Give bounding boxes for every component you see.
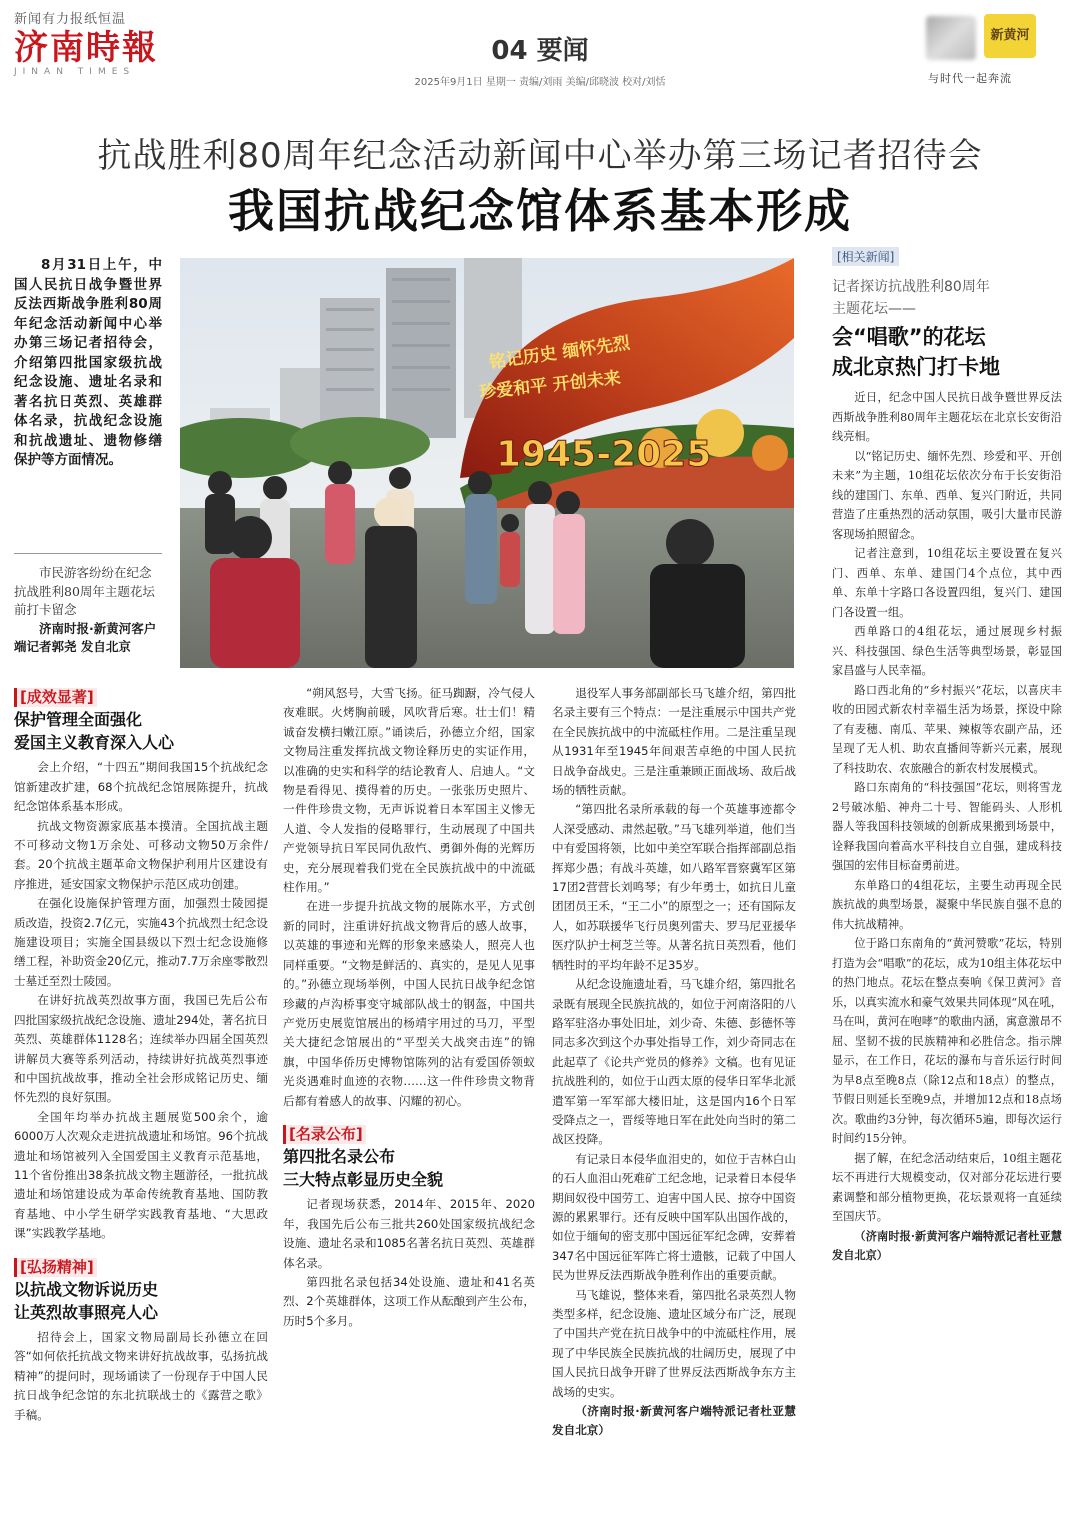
related-body xyxy=(832,388,1062,1266)
related-headline-line-1: 会“唱歌”的花坛 xyxy=(832,325,986,349)
body-column-2 xyxy=(283,684,535,1331)
qr-code-icon xyxy=(926,16,976,60)
masthead-logo: 济南時報 xyxy=(14,28,158,68)
body-paragraph: 有记录日本侵华血泪史的，如位于吉林白山的石人血泪山死难矿工纪念地，记录着日本侵华期间奴役中国劳工、迫害中国人民、掠夺中国资源的累累罪行。还有反映中国军队出国作战的，如位于缅甸的密支那中国远征军纪念碑，安葬着347名中国远征军阵亡将士遗骸，记载了中国人民为世界反法西斯战争胜利作出的重要贡献。 xyxy=(552,1151,796,1283)
subhead-line-1: 保护管理全面强化 xyxy=(14,710,143,730)
body-paragraph: 马飞雄说，整体来看，第四批名录英烈人物类型多样，纪念设施、遗址区域分布广泛，展现了中国共产党在抗日战争中的中流砥柱作用，展现了中华民族全民族抗战的壮阔历史，展现了中国人民抗日战争开辟了世界反法西斯战争东方主战场的史实。 xyxy=(552,1287,796,1399)
related-news xyxy=(832,246,1062,382)
related-paragraph: 记者注意到，10组花坛主要设置在复兴门、西单、东单、建国门4个点位，其中西单、东单十字路口各设置四组，复兴门、建国门各设置一组。 xyxy=(832,547,1062,619)
news-photo xyxy=(180,258,794,668)
caption-text: 市民游客纷纷在纪念抗战胜利80周年主题花坛前打卡留念 xyxy=(14,565,155,617)
body-column-3 xyxy=(552,684,796,1441)
article-byline: （济南时报·新黄河客户端特派记者杜亚慧 发自北京） xyxy=(552,1404,796,1438)
related-paragraph: 近日，纪念中国人民抗日战争暨世界反法西斯战争胜利80周年主题花坛在北京长安街沿线亮相。 xyxy=(832,391,1062,443)
body-paragraph: 从纪念设施遗址看，马飞雄介绍，第四批名录既有展现全民族抗战的，如位于河南洛阳的八路军驻洛办事处旧址，刘少奇、朱德、彭德怀等同志多次到这个办事处指导工作，刘少奇同志在此起草了《论共产党员的修养》文稿。也有见证抗战胜利的，如位于山西太原的侵华日军华北派遣军第一军军部大楼旧址，这是国内16个日军受降点之一，晋绥等地日军在此处向当时的第二战区投降。 xyxy=(552,977,796,1147)
related-byline: （济南时报·新黄河客户端特派记者杜亚慧 发自北京） xyxy=(832,1228,1062,1262)
partner-brand xyxy=(926,10,1071,90)
body-paragraph: 会上介绍，“十四五”期间我国15个抗战纪念馆新建改扩建，68个抗战纪念馆展陈提升，抗战纪念馆体系基本形成。 xyxy=(14,760,268,814)
banner-text-1: 铭记历史 缅怀先烈 xyxy=(487,333,632,373)
partner-slogan: 与时代一起奔流 xyxy=(928,72,1012,85)
masthead-slogan: 新闻有力报纸恒温 xyxy=(14,12,127,27)
body-column-1 xyxy=(14,688,268,1425)
body-paragraph: 在讲好抗战英烈故事方面，我国已先后公布四批国家级抗战纪念设施、遗址294处，著名抗日英烈、英雄群体1128名；连续举办四届全国英烈讲解员大赛等系列活动，持续讲好抗战英烈事迹和中国抗战故事，推动全社会形成铭记历史、缅怀先烈的良好氛围。 xyxy=(14,993,269,1105)
section-tag: [弘扬精神] xyxy=(14,1258,97,1277)
body-paragraph: 抗战文物资源家底基本摸清。全国抗战主题不可移动文物1万余处、可移动文物50万余件/套。20个抗战主题革命文物保护利用片区建设有序推进，延安国家文物保护示范区成功创建。 xyxy=(14,818,268,891)
photo-caption xyxy=(14,553,162,657)
related-kicker-line-2: 主题花坛—— xyxy=(832,301,916,317)
body-paragraph: “朔风怒号，大雪飞扬。征马踟蹰，冷气侵人夜难眠。火烤胸前暖，风吹背后寒。壮士们！精诚奋发横扫嫩江原。”诵读后，孙德立介绍，国家文物局注重发挥抗战文物诠释历史的实证作用，以准确的史实和科学的结论教育人、启迪人。“文物是看得见、摸得着的历史。一张张历史照片、一件件珍贵文物，无声诉说着日本军国主义惨无人道、令人发指的侵略罪行，生动展现了中国共产党领导抗日军民同仇敌忾、勇御外侮的光辉历史，充分展现着我们党在全民族抗战中的中流砥柱作用。” xyxy=(283,686,535,895)
body-paragraph: “第四批名录所承载的每一个英雄事迹都令人深受感动、肃然起敬。”马飞雄列举道，他们当中有爱国将领，比如中美空军联合指挥部副总指挥郑少愚；有战斗英雄，如八路军晋察冀军区第17团2营营长刘鸣琴；有少年勇士，如抗日儿童团团员王禾，“王二小”的原型之一；还有国际友人，如苏联援华飞行员奥列雷夫、罗马尼亚援华医疗队护士柯芝兰等。从著名抗日英烈看，他们牺牲时的平均年龄不足35岁。 xyxy=(552,802,796,972)
issue-meta: 2025年9月1日 星期一 责编/刘雨 美编/邱晓波 校对/刘恬 xyxy=(414,77,666,88)
related-kicker xyxy=(832,276,1062,320)
subhead-line-1: 以抗战文物诉说历史 xyxy=(14,1279,159,1299)
article-headline: 我国抗战纪念馆体系基本形成 xyxy=(228,184,852,238)
subhead-line-2: 爱国主义教育深入人心 xyxy=(14,733,175,753)
article-lead: 8月31日上午，中国人民抗日战争暨世界反法西斯战争胜利80周年纪念活动新闻中心举办第三场记者招待会，介绍第四批国家级抗战纪念设施、遗址名录和著名抗日英烈、英雄群体名录，抗战纪念设施和抗战遗址、遗物修缮保护等方面情况。 xyxy=(14,257,162,468)
section-header xyxy=(340,30,740,88)
partner-logo: 新黄河 xyxy=(984,14,1036,58)
subhead-line-1: 第四批名录公布 xyxy=(283,1147,396,1167)
section-subhead xyxy=(14,1278,268,1324)
body-paragraph: 在进一步提升抗战文物的展陈水平，方式创新的同时，注重讲好抗战文物背后的感人故事，以英雄的事迹和光辉的形象来感染人，照亮人也同样重要。“文物是鲜活的、真实的，是见人见事的。”孙德立现场举例，中国人民抗日战争纪念馆珍藏的卢沟桥事变守城部队战士的钢盔，中国共产党历史展览馆展出的杨靖宇用过的马刀，平型关大捷纪念馆展出的“平型关大战突击连”的锦旗，中国华侨历史博物馆陈列的沾有爱国侨领蚁光炎遇难时血迹的衣物……这一件件珍贵文物背后都有着感人的故事、闪耀的初心。 xyxy=(283,899,535,1108)
body-paragraph: 第四批名录包括34处设施、遗址和41名英烈、2个英雄群体，这项工作从酝酿到产生公布，历时5个多月。 xyxy=(283,1274,535,1328)
related-paragraph: 位于路口东南角的“黄河赞歌”花坛，特别打造为会“唱歌”的花坛，成为10组主体花坛中的热门地点。花坛在整点奏响《保卫黄河》音乐，以真实流水和豪气效果共同体现“风在吼，马在叫，黄河在咆哮”的歌曲内涵，寓意激昂不屈、坚韧不拔的民族精神和必胜信念。指示牌显示，在工作日，花坛的瀑布与音乐运行时间为早8点至晚8点（除12点和18点）的整点，节假日则延长至晚9点，并增加12点和18点场次。歌曲约3分钟，每次循环5遍，即每次运行时间约15分钟。 xyxy=(832,937,1062,1145)
subhead-line-2: 让英烈故事照亮人心 xyxy=(14,1302,159,1322)
section-subhead xyxy=(283,1145,535,1191)
body-paragraph: 在强化设施保护管理方面，加强烈士陵园提质改造，投资2.7亿元，实施43个抗战烈士纪念设施建设项目；实施全国县级以下烈士纪念设施修缮工程，补助资金20亿元，推动7.7万余座零散烈士墓迁至烈士陵园。 xyxy=(14,896,268,988)
related-paragraph: 路口西北角的“乡村振兴”花坛，以喜庆丰收的田园式新农村幸福生活为场景，探设中除了有麦穗、南瓜、苹果、辣椒等农副产品，还呈现了无人机、助农直播间等新兴元素，展现了科技助农、农旅融合的新农村发展模式。 xyxy=(832,683,1062,775)
related-headline xyxy=(832,322,1062,382)
section-tag: [名录公布] xyxy=(283,1125,366,1144)
body-paragraph: 记者现场获悉，2014年、2015年、2020年，我国先后公布三批共260处国家级抗战纪念设施、遗址名录和1085名著名抗日英烈、英雄群体名录。 xyxy=(283,1197,535,1270)
related-paragraph: 东单路口的4组花坛，主要生动再现全民族抗战的典型场景，凝聚中华民族自强不息的伟大抗战精神。 xyxy=(832,878,1062,931)
masthead xyxy=(14,8,184,88)
subhead-line-2: 三大特点彰显历史全貌 xyxy=(283,1170,444,1190)
caption-credit: 济南时报·新黄河客户端记者郭尧 发自北京 xyxy=(14,620,157,654)
banner-years: 1945-2025 xyxy=(496,434,712,475)
related-headline-line-2: 成北京热门打卡地 xyxy=(832,355,1000,379)
flower-bed-photo xyxy=(180,258,794,668)
related-paragraph: 路口东南角的“科技强国”花坛，则将雪龙2号破冰船、神舟二十号、智能码头、人形机器人等我国科技领域的创新成果搬到场景中，诠释我国向着高水平科技自立自强，建成科技强国的宏伟目标奋勇前进。 xyxy=(832,781,1062,872)
related-paragraph: 据了解，在纪念活动结束后，10组主题花坛不再进行大规模变动，仅对部分花坛进行要素调整和部分植物更换，花坛景观将一直延续至国庆节。 xyxy=(832,1151,1062,1223)
body-paragraph: 全国年均举办抗战主题展览500余个，逾6000万人次观众走进抗战遗址和场馆。96个抗战遗址和场馆被列入全国爱国主义教育示范基地，11个省份推出38条抗战文物主题游径，一批抗战遗址和场馆建设成为革命传统教育基地、国防教育基地、中小学生研学实践教育基地、“大思政课”实践教学基地。 xyxy=(14,1109,268,1241)
related-news-tag: [相关新闻] xyxy=(832,247,899,266)
masthead-english: JINAN TIMES xyxy=(14,67,136,77)
article-kicker: 抗战胜利80周年纪念活动新闻中心举办第三场记者招待会 xyxy=(97,136,983,176)
section-title: 04 要闻 xyxy=(491,36,589,66)
related-paragraph: 以“铭记历史、缅怀先烈、珍爱和平、开创未来”为主题，10组花坛依次分布于长安街沿线的建国门、东单、西单、复兴门附近，共同营造了庄重热烈的活动氛围，吸引大量市民游客现场拍照留念。 xyxy=(832,449,1062,541)
body-paragraph: 退役军人事务部副部长马飞雄介绍，第四批名录主要有三个特点：一是注重展示中国共产党在全民族抗战中的中流砥柱作用。二是注重呈现从1931年至1945年间艰苦卓绝的中国人民抗日战争奋战史。三是注重兼顾正面战场、敌后战场的牺牲贡献。 xyxy=(552,686,796,798)
banner-text-2: 珍爱和平 开创未来 xyxy=(478,368,622,403)
related-paragraph: 西单路口的4组花坛，通过展现乡村振兴、科技强国、绿色生活等典型场景，彰显国家昌盛与人民幸福。 xyxy=(832,625,1062,677)
body-paragraph: 招待会上，国家文物局副局长孙德立在回答“如何依托抗战文物来讲好抗战故事，弘扬抗战精神”的提问时，现场诵读了一份现存于中国人民抗日战争纪念馆的东北抗联战士的《露营之歌》手稿。 xyxy=(14,1329,268,1422)
section-subhead xyxy=(14,708,268,754)
section-tag: [成效显著] xyxy=(14,688,97,707)
related-kicker-line-1: 记者探访抗战胜利80周年 xyxy=(832,279,990,295)
